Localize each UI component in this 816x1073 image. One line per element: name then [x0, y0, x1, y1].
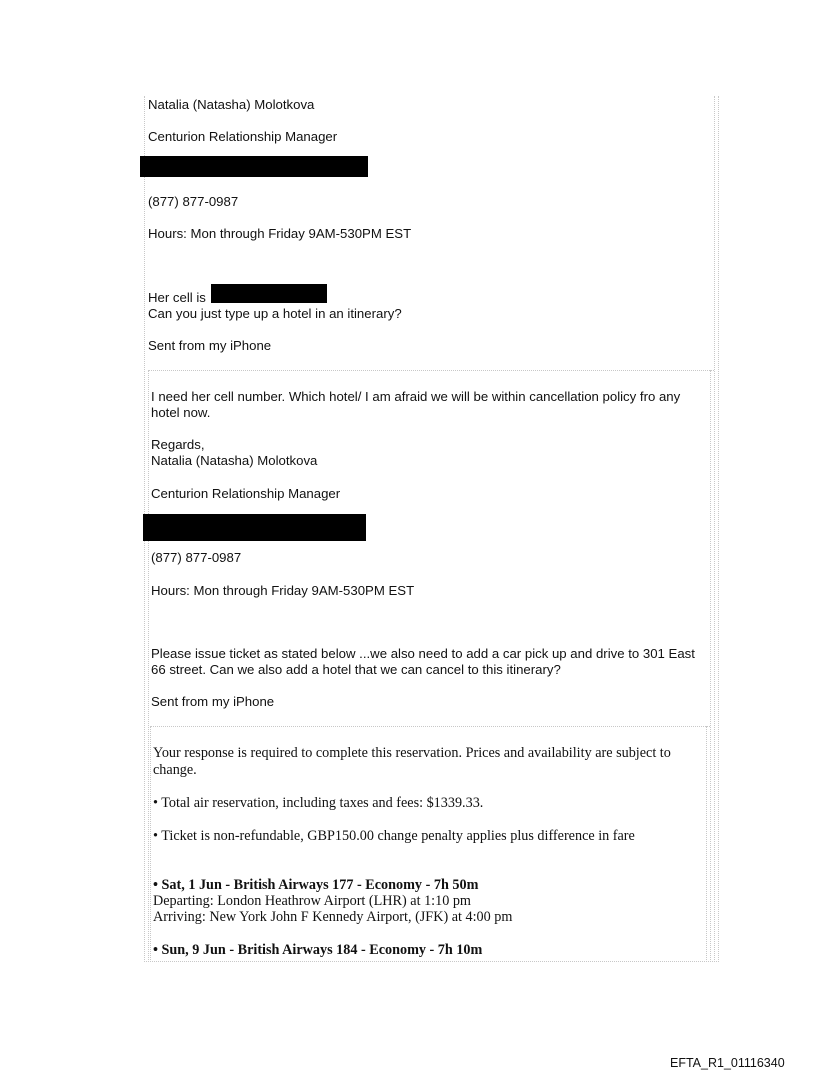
total-air-bullet: • Total air reservation, including taxes and fees: $1339.33. — [153, 795, 484, 811]
signature-name: Natalia (Natasha) Molotkova — [151, 453, 318, 468]
redaction-block — [143, 514, 366, 541]
quote2-right-border — [706, 726, 707, 962]
flight1-arriving: Arriving: New York John F Kennedy Airport, (JFK) at 4:00 pm — [153, 909, 513, 925]
quote1-top-border — [148, 370, 714, 371]
signature-title: Centurion Relationship Manager — [148, 129, 338, 144]
bottom-border — [144, 961, 719, 962]
flight1-header: • Sat, 1 Jun - British Airways 177 - Economy - 7h 50m — [153, 877, 479, 893]
flight1-departing: Departing: London Heathrow Airport (LHR) at 1:10 pm — [153, 893, 471, 909]
quote2-top-border — [150, 726, 710, 727]
hotel-question: Can you just type up a hotel in an itinerary? — [148, 306, 402, 321]
sent-from-iphone: Sent from my iPhone — [148, 338, 272, 353]
signature-hours: Hours: Mon through Friday 9AM-530PM EST — [148, 226, 412, 241]
redaction-block — [140, 156, 368, 177]
signature-title: Centurion Relationship Manager — [151, 486, 341, 501]
quote1-left-border — [148, 370, 149, 962]
outer-right-border — [714, 96, 715, 962]
signature-hours: Hours: Mon through Friday 9AM-530PM EST — [151, 583, 415, 598]
outer-right-border-2 — [718, 96, 719, 962]
flight2-header: • Sun, 9 Jun - British Airways 184 - Economy - 7h 10m — [153, 942, 483, 958]
ticket-policy-bullet: • Ticket is non-refundable, GBP150.00 change penalty applies plus difference in fare — [153, 828, 635, 844]
ticket-request: Please issue ticket as stated below ...we also need to add a car pick up and drive to 301 East 66 street. Can we also add a hotel that we can cancel to this itinerary? — [151, 646, 695, 677]
quote1-right-border — [710, 370, 711, 962]
cell-number-message: I need her cell number. Which hotel/ I am afraid we will be within cancellation policy fro any hotel now. — [151, 389, 681, 420]
quote2-left-border — [150, 726, 151, 962]
signature-name: Natalia (Natasha) Molotkova — [148, 97, 315, 112]
document-id: EFTA_R1_01116340 — [670, 1056, 785, 1070]
regards: Regards, — [151, 437, 205, 452]
reservation-intro: Your response is required to complete this reservation. Prices and availability are subject to change. — [153, 745, 671, 778]
cell-label: Her cell is — [148, 290, 206, 305]
redaction-block — [211, 284, 327, 303]
sent-from-iphone: Sent from my iPhone — [151, 694, 275, 709]
signature-phone: (877) 877-0987 — [151, 550, 242, 565]
signature-phone: (877) 877-0987 — [148, 194, 239, 209]
